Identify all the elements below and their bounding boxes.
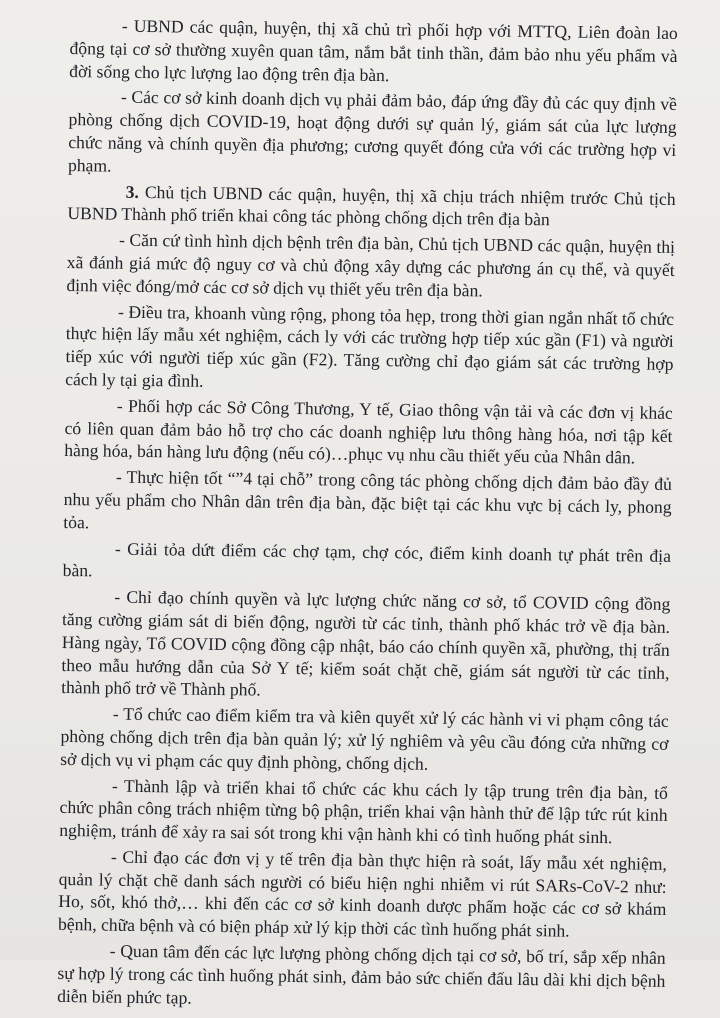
paragraph: - Thực hiện tốt “”4 tại chỗ” trong công tác phòng chống dịch đảm bảo đầy đủ nhu yếu phẩm cho Nhân dân trên địa bàn, đặc biệt tại các khu vực bị cách ly, phong tỏa. xyxy=(63,466,673,533)
paragraph: - Quan tâm đến các lực lượng phòng chống dịch tại cơ sở, bố trí, sắp xếp nhân sự hợp lý trong các tình huống phát sinh, đảm bảo sức chiến đấu lâu dài khi dịch bệnh diễn biến phức tạp. xyxy=(57,940,666,1008)
section-heading xyxy=(67,180,676,234)
paragraph: - Phối hợp các Sở Công Thương, Y tế, Giao thông vận tải và các đơn vị khác có liên quan đảm bảo hỗ trợ cho các doanh nghiệp lưu thông hàng hóa, nơi tập kết hàng hóa, bán hàng lưu động (nếu có)…phục vụ nhu cầu thiết yếu của Nhân dân. xyxy=(64,395,673,468)
paragraph: - Chỉ đạo các đơn vị y tế trên địa bàn thực hiện rà soát, lấy mẫu xét nghiệm, quản lý chặt chẽ danh sách người có biểu hiện nghi nhiễm vi rút SARs-CoV-2 như: Ho, sốt, khó thở,… khi đến các cơ sở kinh doanh dược phẩm hoặc các cơ sở khám bệnh, chữa bệnh và có biện pháp xử lý kịp thời các tình huống phát sinh. xyxy=(57,846,668,941)
section-number: 3. xyxy=(125,181,140,202)
paragraph: - Chỉ đạo chính quyền và lực lượng chức năng cơ sở, tổ COVID cộng đồng tăng cường giám sát di biến động, người từ các tỉnh, thành phố khác trở về địa bàn. Hàng ngày, Tổ COVID cộng đồng cập nhật, báo cáo chính quyền xã, phường, thị trấn theo mẫu hướng dẫn của Sở Y tế; kiểm soát chặt chẽ, giám sát người từ các tỉnh, thành phố trở về Thành phố. xyxy=(61,586,671,700)
document-body xyxy=(57,14,678,1018)
paragraph: - UBND các quận, huyện, thị xã chủ trì phối hợp với MTTQ, Liên đoàn lao động tại cơ sở thường xuyên quan tâm, nắm bắt tinh thần, đảm bảo nhu yếu phẩm và đời sống cho lực lượng lao động trên địa bàn. xyxy=(69,15,678,85)
paragraph: - Tổ chức cao điểm kiểm tra và kiên quyết xử lý các hành vi vi phạm công tác phòng chống dịch trên địa bàn quản lý; xử lý nghiêm và yêu cầu đóng cửa những cơ sở dịch vụ vi phạm các quy định phòng, chống dịch. xyxy=(60,703,669,774)
paragraph: - Các cơ sở kinh doanh dịch vụ phải đảm bảo, đáp ứng đầy đủ các quy định về phòng chống dịch COVID-19, hoạt động dưới sự quản lý, giám sát của lực lượng chức năng và chính quyền địa phương; cương quyết đóng cửa với các trường hợp vi phạm. xyxy=(67,87,678,176)
paragraph: - Điều tra, khoanh vùng rộng, phong tỏa hẹp, trong thời gian ngắn nhất tổ chức thực hiện lấy mẫu xét nghiệm, cách ly với các trường hợp tiếp xúc gần (F1) và người tiếp xúc với người tiếp xúc gần (F2). Tăng cường chỉ đạo giám sát các trường hợp cách ly tại gia đình. xyxy=(65,301,675,391)
paragraph: - Giải tỏa dứt điểm các chợ tạm, chợ cóc, điểm kinh doanh tự phát trên địa bàn. xyxy=(62,538,672,581)
section-text: Chủ tịch UBND các quận, huyện, thị xã chịu trách nhiệm trước Chủ tịch UBND Thành phố triển khai công tác phòng chống dịch trên địa bàn xyxy=(67,181,676,230)
paragraph: - Thành lập và triển khai tổ chức các khu cách ly tập trung trên địa bàn, tổ chức phân công trách nhiệm từng bộ phận, triển khai vận hành thử để lập tức rút kinh nghiệm, tránh để xảy ra sai sót trong khi vận hành khi có tình huống phát sinh. xyxy=(59,775,668,848)
paragraph: - Căn cứ tình hình dịch bệnh trên địa bàn, Chủ tịch UBND các quận, huyện thị xã đánh giá mức độ nguy cơ và chủ động xây dựng các phương án cụ thể, và quyết định việc đóng/mở các cơ sở dịch vụ thiết yếu trên địa bàn. xyxy=(66,229,676,301)
